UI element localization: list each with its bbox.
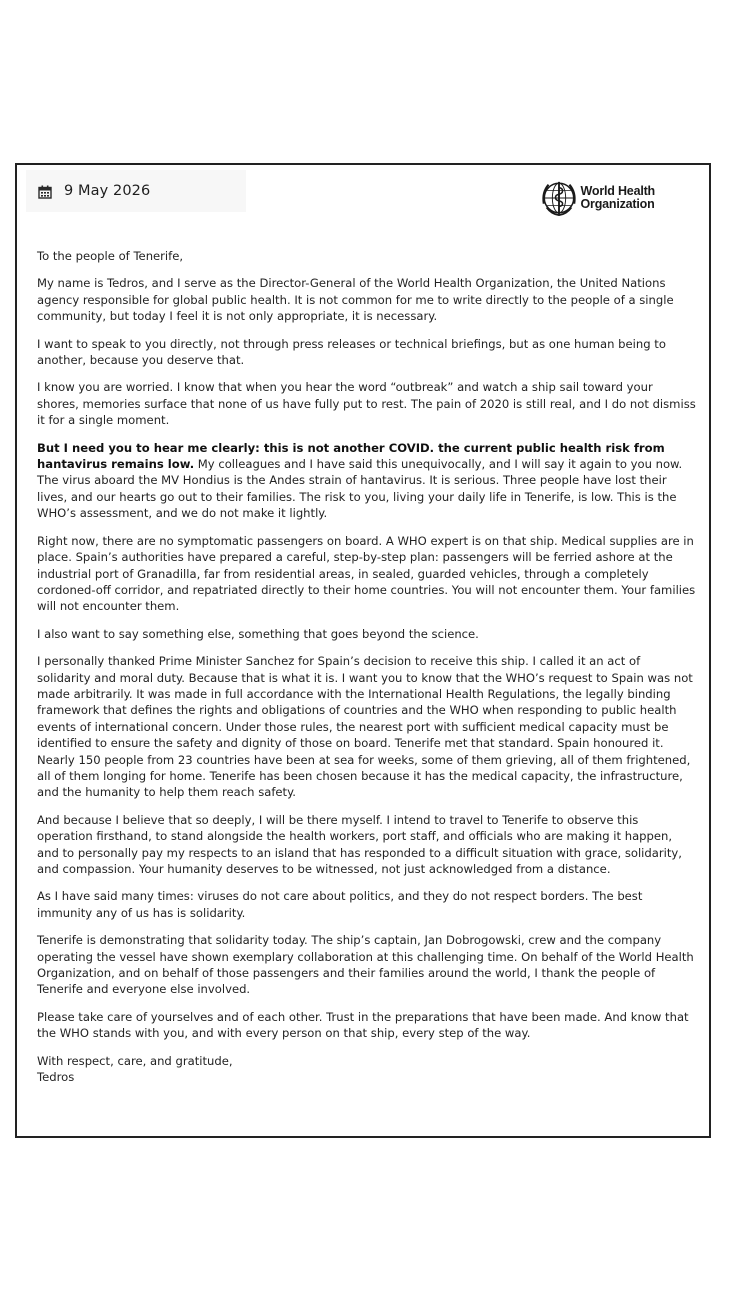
paragraph-1: My name is Tedros, and I serve as the Director-General of the World Health Organization, the United Nations agency responsible for global public health. It is not common for me to write directly to the people of a single community, but today I feel it is not only appropriate, it is necessary. [37,276,674,324]
calendar-icon [38,184,52,198]
paragraph-8: And because I believe that so deeply, I will be there myself. I intend to travel to Tenerife to observe this operation firsthand, to stand alongside the health workers, port staff, and officials who are making it happen, and to personally pay my respects to an island that has responded to a difficult situation with grace, solidarity, and compassion. Your humanity deserves to be witnessed, not just acknowledged from a distance. [37,812,682,876]
salutation: To the people of Tenerife, [37,249,184,263]
paragraph-6: I also want to say something else, something that goes beyond the science. [37,626,479,641]
who-emblem-icon [540,179,578,217]
paragraph-4 [37,440,697,522]
closing-line: With respect, care, and gratitude, [37,1053,233,1068]
logo-line-2: Organization [580,197,655,211]
letter-page [15,163,711,1138]
logo-line-1: World Health [580,184,655,198]
paragraph-5: Right now, there are no symptomatic passengers on board. A WHO expert is on that ship. Medical supplies are in place. Spain’s authorities have prepared a careful, step-by-step plan: passengers will be ferried ashore at the industrial port of Granadilla, far from residential areas, in sealed, guarded vehicles, through a completely cordoned-off corridor, and repatriated directly to their home countries. You will not encounter them. Your families will not encounter them. [37,533,696,614]
paragraph-4-bold: But I need you to hear me clearly: this is not another COVID. the current public health risk from hantavirus remains low. [37,440,665,472]
paragraph-7: I personally thanked Prime Minister Sanchez for Spain’s decision to receive this ship. I called it an act of solidarity and moral duty. Because that is what it is. I want you to know that the WHO’s request to Spain was not made arbitrarily. It was made in full accordance with the International Health Regulations, the legally binding framework that defines the rights and obligations of countries and the WHO when responding to public health events of international concern. Under those rules, the nearest port with sufficient medical capacity must be identified to ensure the safety and dignity of those on board. Tenerife met that standard. Spain honoured it. Nearly 150 people from 23 countries have been at sea for weeks, some of them grieving, all of them frightened, all of them longing for home. Tenerife has been chosen because it has the medical capacity, the infrastructure, and the humanity to help them reach safety. [37,654,693,800]
closing-block [37,1053,697,1086]
who-logo [540,179,655,217]
paragraph-3: I know you are worried. I know that when you hear the word “outbreak” and watch a ship sail toward your shores, memories surface that none of us have fully put to rest. The pain of 2020 is still real, and I do not dismiss it for a single moment. [37,380,696,428]
letter-body [37,248,697,1085]
paragraph-11: Please take care of yourselves and of each other. Trust in the preparations that have been made. And know that the WHO stands with you, and with every person on that ship, every step of the way. [37,1009,689,1041]
paragraph-4-rest: My colleagues and I have said this unequivocally, and I will say it again to you now. The virus aboard the MV Hondius is the Andes strain of hantavirus. It is serious. Three people have lost their lives, and our hearts go out to their families. The risk to you, living your daily life in Tenerife, is low. This is the WHO’s assessment, and we do not make it lightly. [37,457,683,521]
who-logo-text [581,185,655,211]
date-box [26,170,246,212]
paragraph-10: Tenerife is demonstrating that solidarity today. The ship’s captain, Jan Dobrogowski, crew and the company operating the vessel have shown exemplary collaboration at this challenging time. On behalf of the World Health Organization, and on behalf of those passengers and their families around the world, I thank the people of Tenerife and everyone else involved. [37,933,694,997]
signature: Tedros [37,1070,75,1085]
paragraph-9: As I have said many times: viruses do not care about politics, and they do not respect borders. The best immunity any of us has is solidarity. [37,889,643,920]
paragraph-2: I want to speak to you directly, not through press releases or technical briefings, but as one human being to another, because you deserve that. [37,336,666,368]
letter-date: 9 May 2026 [64,183,151,199]
